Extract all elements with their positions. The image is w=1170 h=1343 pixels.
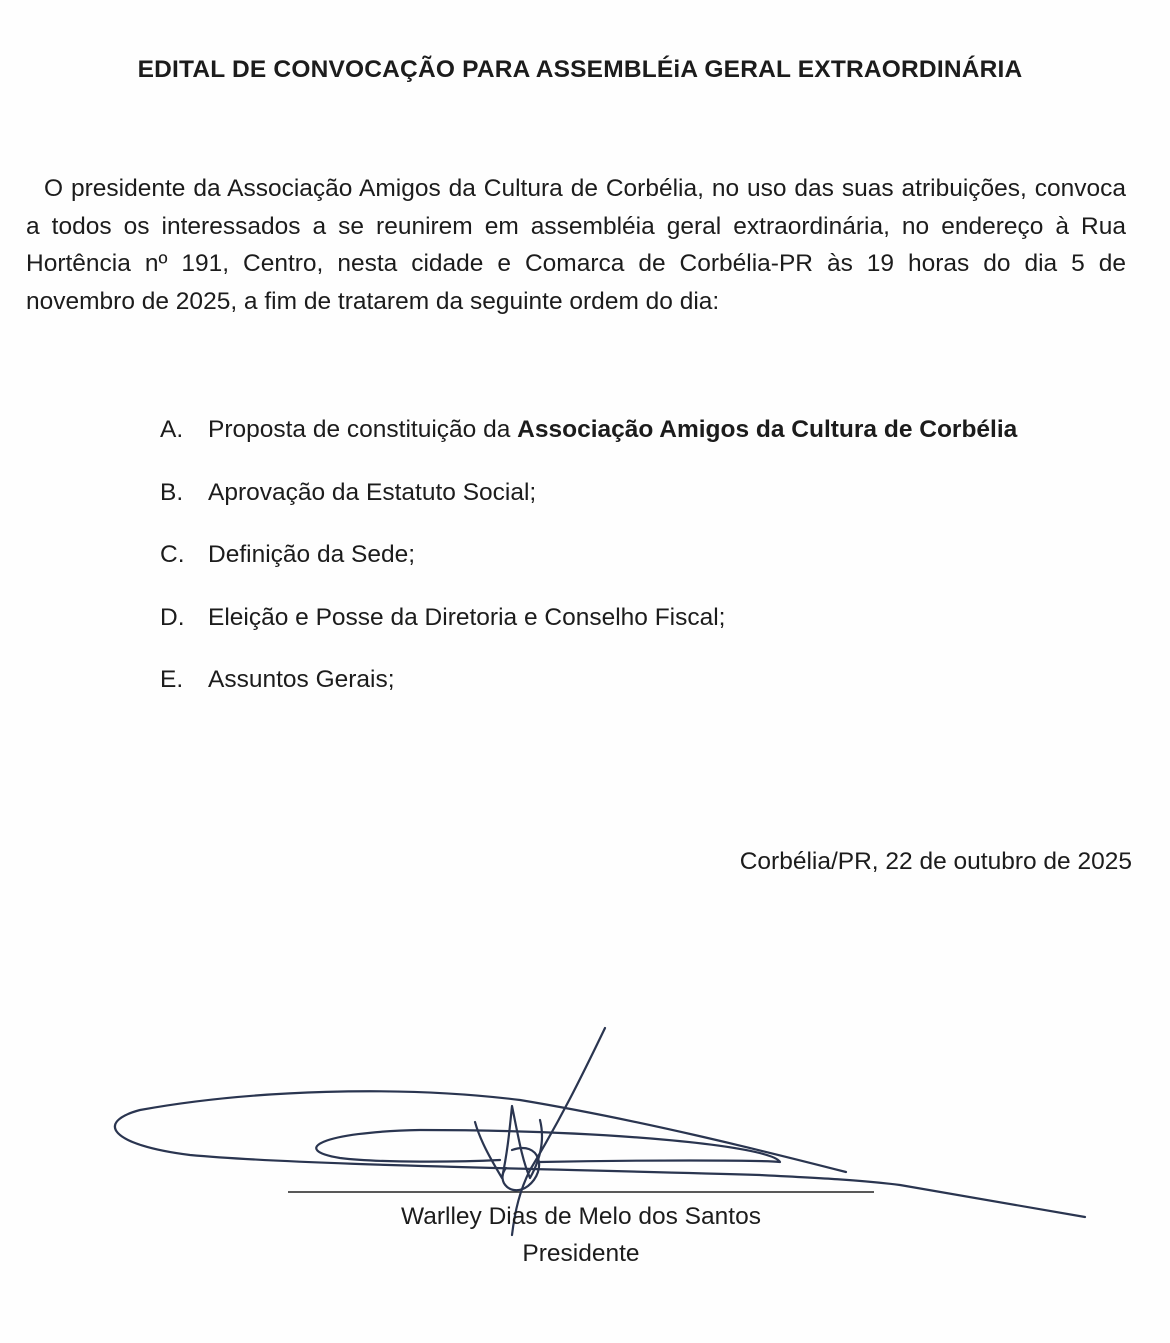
- signer-name: Warlley Dias de Melo dos Santos: [401, 1203, 761, 1230]
- signer-role: Presidente: [522, 1240, 640, 1267]
- convocation-paragraph: O presidente da Associação Amigos da Cultura de Corbélia, no uso das suas atribuições, convoca a todos os interessados a se reunirem em assembléia geral extraordinária, no endereço à Rua Hortência nº 191, Centro, nesta cidade e Comarca de Corbélia-PR às 19 horas do dia 5 de novembro de 2025, a fim de tratarem da seguinte ordem do dia:: [26, 175, 1126, 315]
- agenda-item-letter: C.: [160, 541, 185, 568]
- agenda-item-text: Eleição e Posse da Diretoria e Conselho Fiscal;: [208, 603, 726, 631]
- agenda-item-letter: A.: [160, 416, 184, 443]
- association-name: Associação Amigos da Cultura de Corbélia: [517, 416, 1018, 443]
- signature-inner-loop: [316, 1130, 780, 1162]
- agenda-item: [160, 410, 1150, 473]
- agenda-item: [160, 473, 1150, 536]
- agenda-item-text: Aprovação da Estatuto Social;: [208, 478, 537, 506]
- agenda-item-letter: E.: [160, 666, 184, 693]
- agenda-item-letter: B.: [160, 478, 184, 506]
- agenda-list: [160, 410, 1150, 723]
- agenda-item-text: Definição da Sede;: [208, 541, 416, 568]
- signer-block: [287, 1198, 875, 1272]
- agenda-item: [160, 660, 1150, 723]
- agenda-item: [160, 535, 1150, 598]
- agenda-item-text: Assuntos Gerais;: [208, 666, 395, 693]
- place-and-date: Corbélia/PR, 22 de outubro de 2025: [739, 848, 1132, 875]
- agenda-item: [160, 598, 1150, 661]
- agenda-item-text: Proposta de constituição da Associação Amigos da Cultura de Corbélia: [208, 416, 1018, 443]
- document-title: EDITAL DE CONVOCAÇÃO PARA ASSEMBLÉiA GERAL EXTRAORDINÁRIA: [137, 56, 1023, 83]
- agenda-item-letter: D.: [160, 603, 185, 631]
